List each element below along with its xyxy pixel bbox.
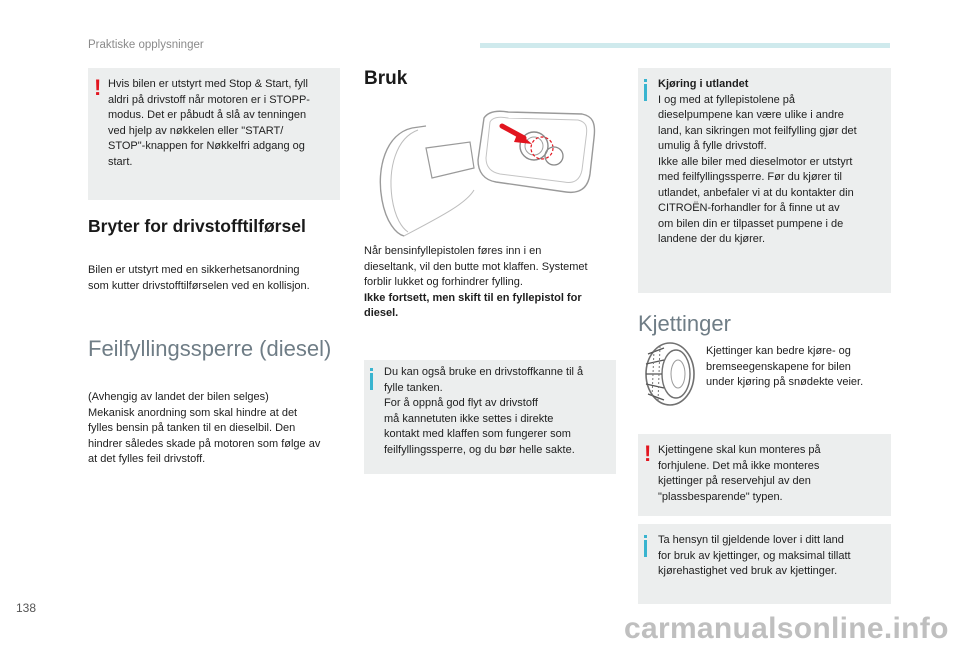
misfuel-text: (Avhengig av landet der bilen selges) Mekanisk anordning som skal hindre at det fylles bensin på tanken til en dieselbil. Den hindrer således skade på motoren som følge av at det fylles feil drivstoff. xyxy=(88,391,321,465)
snow-chain-illustration xyxy=(640,340,696,408)
use-text: Når bensinfyllepistolen føres inn i en dieseltank, vil den butte mot klaffen. Systemet forblir lukket og forhindrer fylling. Ikke fortsett, men skift til en fyllepistol for diesel. xyxy=(364,245,588,319)
warning-box-stop-start xyxy=(88,68,340,200)
info-icon-dot xyxy=(644,535,647,538)
info-icon xyxy=(370,373,373,390)
info-box-law xyxy=(638,524,891,604)
warning-text: Kjettingene skal kun monteres på forhjulene. Det må ikke monteres kjettinger på reservehjul av den "plassbesparende" typen. xyxy=(658,444,821,503)
info-text: Du kan også bruke en drivstoffkanne til å fylle tanken. For å oppnå god flyt av drivstoff må kannetuten ikke settes i direkte kontakt med klaffen som fungerer som feilfyllingssperre, og du bør helle sakte. xyxy=(384,366,584,456)
warning-icon: ! xyxy=(94,75,102,100)
chains-text: Kjettinger kan bedre kjøre- og bremseegenskapene for bilen under kjøring på snødekte veier. xyxy=(706,345,864,388)
page-number: 138 xyxy=(16,601,37,615)
chains-heading: Kjettinger xyxy=(638,311,731,336)
header-accent-bar xyxy=(480,43,890,48)
info-icon xyxy=(644,540,647,557)
use-heading: Bruk xyxy=(364,68,408,89)
fuel-flap-illustration xyxy=(368,108,600,240)
fuel-cutoff-heading: Bryter for drivstofftilførsel xyxy=(88,216,306,236)
info-text: Kjøring i utlandet I og med at fyllepistolene på dieselpumpene kan være ulike i andre land, kan sikringen mot feilfylling gjør det umulig å fylle drivstoff. Ikke alle biler med dieselmotor er utstyrt med feilfyllingssperre. Før du kjører til utlandet, anbefaler vi at du kontakter din CITROËN-forhandler for å finne ut av om bilen din er tilpasset pumpene i de landene der du kjører. xyxy=(658,78,857,245)
fuel-cutoff-text: Bilen er utstyrt med en sikkerhetsanordning som kutter drivstofftilførselen ved en kollisjon. xyxy=(88,264,310,292)
section-title: Praktiske opplysninger xyxy=(88,39,204,51)
info-icon-dot xyxy=(644,79,647,82)
info-text: Ta hensyn til gjeldende lover i ditt land for bruk av kjettinger, og maksimal tillatt kjørehastighet ved bruk av kjettinger. xyxy=(658,534,851,577)
warning-text: Hvis bilen er utstyrt med Stop & Start, fyll aldri på drivstoff når motoren er i STOPP- modus. Det er påbudt å slå av tenningen ved hjelp av nøkkelen eller "START/ STOP"-knappen for Nøkkelfri adgang og start. xyxy=(108,78,310,168)
watermark: carmanualsonline.info xyxy=(624,612,949,645)
info-box-abroad xyxy=(638,68,891,293)
misfuel-heading: Feilfyllingssperre (diesel) xyxy=(88,336,332,361)
info-box-fuel-can xyxy=(364,360,616,474)
warning-icon: ! xyxy=(644,441,652,466)
info-icon xyxy=(644,84,647,101)
info-icon-dot xyxy=(370,368,373,371)
warning-box-chains xyxy=(638,434,891,516)
